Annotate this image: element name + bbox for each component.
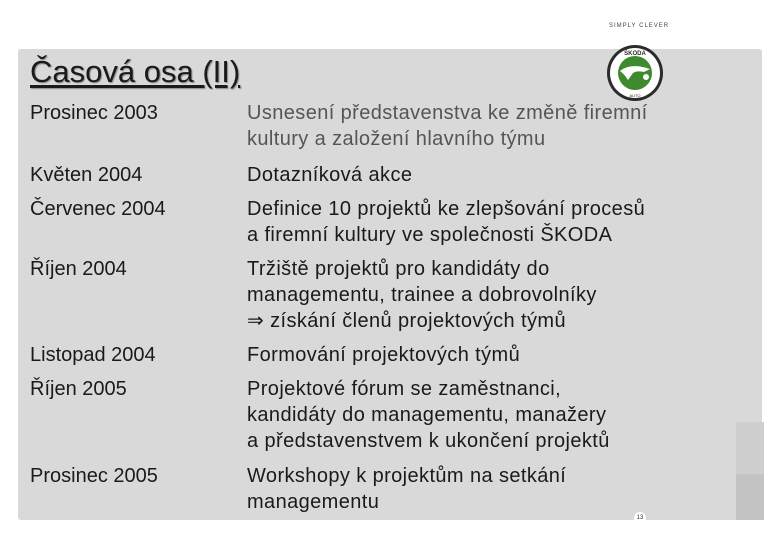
timeline-date: Listopad 2004: [30, 344, 156, 366]
timeline-description: [247, 256, 762, 334]
timeline-description: [247, 342, 762, 368]
description-line: Dotazníková akce: [247, 164, 413, 186]
description-line: managementu, trainee a dobrovolníky: [247, 284, 597, 306]
description-line: Projektové fórum se zaměstnanci,: [247, 378, 562, 400]
timeline-date: Prosinec 2005: [30, 465, 158, 487]
description-line: managementu: [247, 491, 380, 513]
description-line: Tržiště projektů pro kandidáty do: [247, 258, 550, 280]
timeline-description: [247, 162, 762, 188]
brand-tagline: SIMPLY CLEVER: [609, 23, 670, 29]
right-edge-tab: [736, 474, 764, 520]
timeline-date: Červenec 2004: [30, 198, 166, 220]
timeline-description: [247, 100, 762, 152]
description-line: kultury a založení hlavního týmu: [247, 128, 546, 150]
description-line: a představenstvem k ukončení projektů: [247, 430, 610, 452]
timeline-date: Říjen 2004: [30, 258, 127, 280]
description-line: kandidáty do managementu, manažery: [247, 404, 607, 426]
right-edge-tab: [736, 422, 764, 474]
page-number: 13: [634, 512, 646, 524]
description-line: Definice 10 projektů ke zlepšování procesů: [247, 198, 646, 220]
svg-text:AUTO: AUTO: [629, 93, 641, 98]
skoda-logo-icon: [606, 44, 664, 102]
description-line: Formování projektových týmů: [247, 344, 521, 366]
description-line: Workshopy k projektům na setkání: [247, 465, 567, 487]
timeline-date: Květen 2004: [30, 164, 143, 186]
description-line: ⇒ získání členů projektových týmů: [247, 310, 566, 332]
timeline-description: [247, 196, 762, 248]
timeline-date: Říjen 2005: [30, 378, 127, 400]
slide-title: Časová osa (II): [30, 54, 241, 89]
description-line: Usnesení představenstva ke změně firemní: [247, 102, 648, 124]
description-line: a firemní kultury ve společnosti ŠKODA: [247, 224, 613, 246]
svg-text:ŠKODA: ŠKODA: [624, 51, 646, 57]
timeline-description: [247, 463, 762, 515]
timeline-description: [247, 376, 762, 454]
timeline-date: Prosinec 2003: [30, 102, 158, 124]
